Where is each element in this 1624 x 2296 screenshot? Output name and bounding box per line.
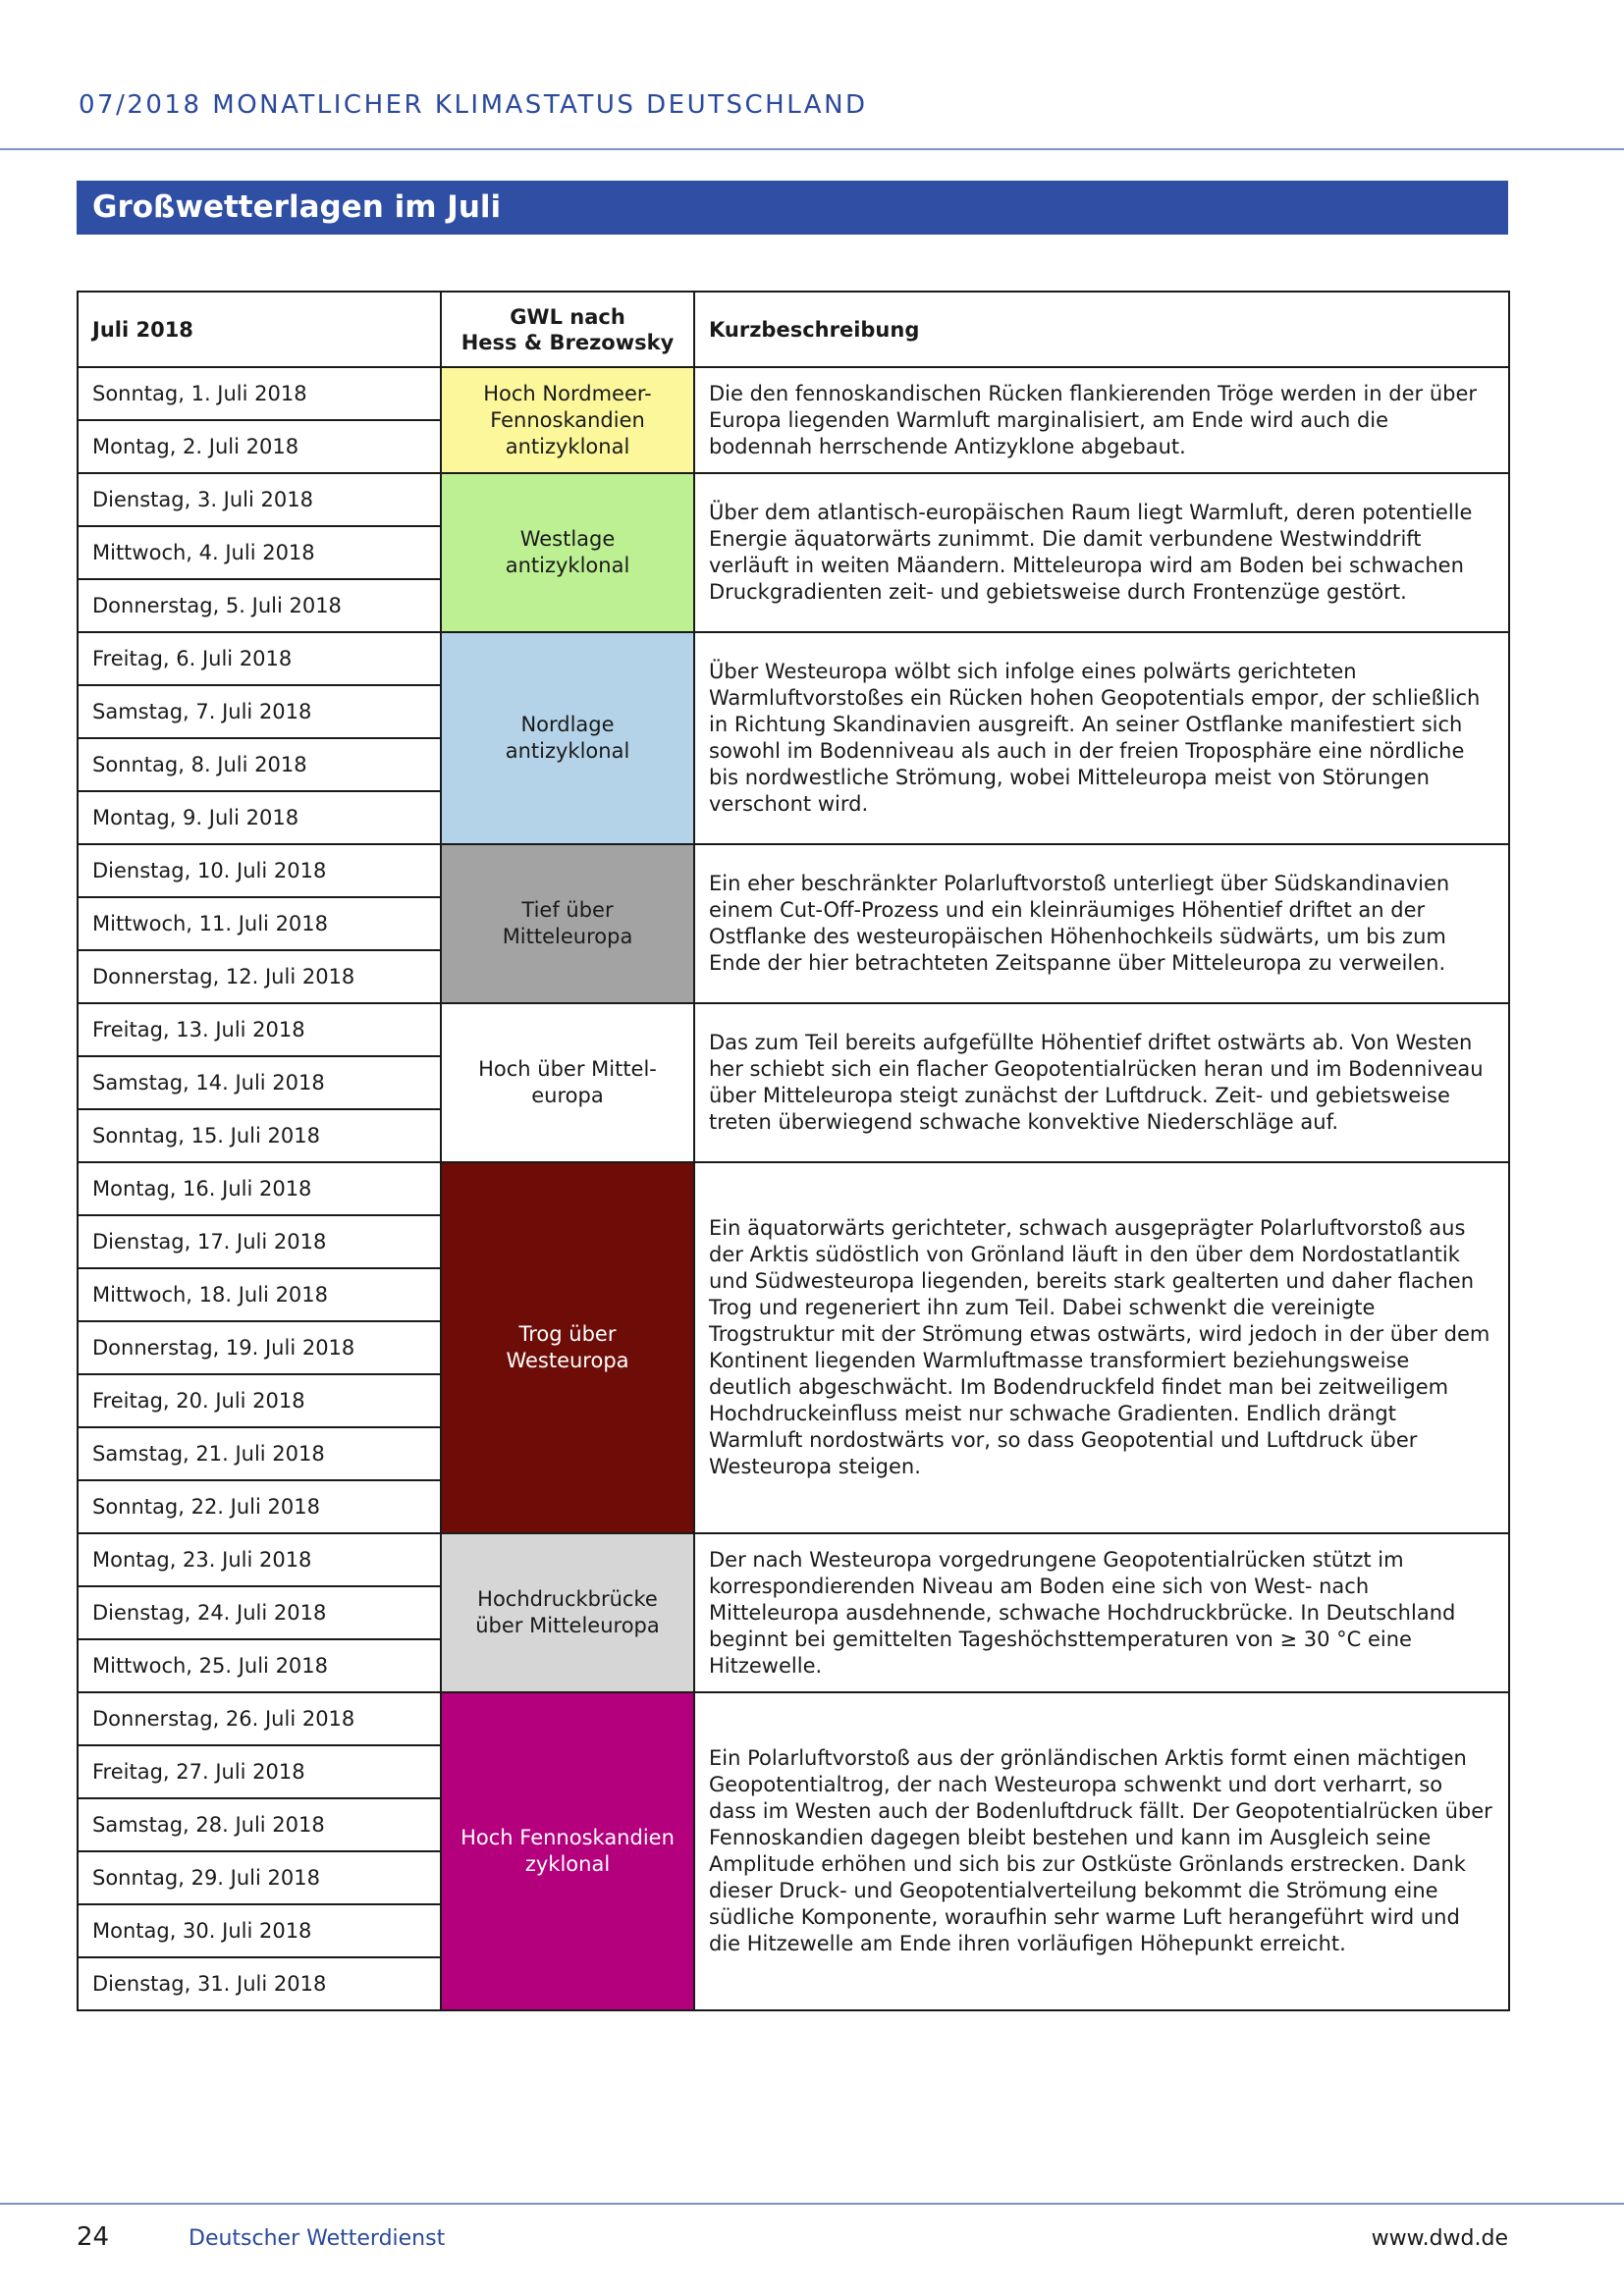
date-cell: Mittwoch, 18. Juli 2018 xyxy=(78,1268,441,1321)
date-cell: Dienstag, 3. Juli 2018 xyxy=(78,473,441,526)
description-cell: Über Westeuropa wölbt sich infolge eines polwärts gerichteten Warmluftvorstoßes ein Rücken hohen Geopotentials empor, der schließlich in Richtung Skandinavien ausgreift. An seiner Ostflanke manifestiert sich sowohl im Bodenniveau als auch in der freien Troposphäre eine nördliche bis nordwestliche Strömung, wobei Mitteleuropa meist von Störungen verschont wird. xyxy=(694,632,1509,844)
gwl-type-label: Nordlage antizyklonal xyxy=(505,713,630,763)
gwl-table xyxy=(77,291,1510,2011)
date-cell: Sonntag, 29. Juli 2018 xyxy=(78,1851,441,1904)
table-row xyxy=(78,1003,1509,1056)
description-cell: Über dem atlantisch-europäischen Raum liegt Warmluft, deren potentielle Energie äquatorwärts zunimmt. Die damit verbundene Westwinddrift verläuft in weiten Mäandern. Mitteleuropa wird am Boden bei schwachen Druckgradienten zeit- und gebietsweise durch Frontenzüge gestört. xyxy=(694,473,1509,632)
date-cell: Samstag, 7. Juli 2018 xyxy=(78,685,441,738)
table-row xyxy=(78,473,1509,526)
date-cell: Sonntag, 15. Juli 2018 xyxy=(78,1109,441,1162)
description-cell: Ein eher beschränkter Polarluftvorstoß unterliegt über Südskandinavien einem Cut-Off-Prozess und ein kleinräumiges Höhentief driftet an der Ostflanke des westeuropäischen Höhenhochkeils südwärts, um bis zum Ende der hier betrachteten Zeitspanne über Mitteleuropa zu verweilen. xyxy=(694,844,1509,1003)
table-row xyxy=(78,1692,1509,1745)
date-cell: Freitag, 27. Juli 2018 xyxy=(78,1745,441,1798)
gwl-type-cell xyxy=(441,473,694,632)
column-header-date: Juli 2018 xyxy=(78,292,441,367)
description-cell: Ein äquatorwärts gerichteter, schwach ausgeprägter Polarluftvorstoß aus der Arktis südöstlich von Grönland läuft in den über dem Nordostatlantik und Südwesteuropa liegenden, bereits stark gealterten und daher flachen Trog und regeneriert ihn zum Teil. Dabei schwenkt die vereinigte Trogstruktur mit der Strömung etwas ostwärts, wird jedoch in der über dem Kontinent liegenden Warmluftmasse transformiert beziehungsweise deutlich abgeschwächt. Im Bodendruckfeld findet man bei zeitweiligem Hochdruckeinfluss meist nur schwache Gradienten. Endlich drängt Warmluft nordostwärts vor, so dass Geopotential und Luftdruck über Westeuropa steigen. xyxy=(694,1162,1509,1533)
date-cell: Sonntag, 1. Juli 2018 xyxy=(78,367,441,420)
gwl-type-cell xyxy=(441,1692,694,2010)
running-title: 07/2018 MONATLICHER KLIMASTATUS DEUTSCHLAND xyxy=(79,90,868,120)
description-cell: Ein Polarluftvorstoß aus der grönländischen Arktis formt einen mächtigen Geopotentialtrog, der nach Westeuropa schwenkt und dort verharrt, so dass im Westen auch der Bodenluftdruck fällt. Der Geopotentialrücken über Fennoskandien dagegen bleibt bestehen und kann im Ausgleich seine Amplitude erhöhen und sich bis zur Ostküste Grönlands erstrecken. Dank dieser Druck- und Geopotentialverteilung bekommt die Strömung eine südliche Komponente, woraufhin sehr warme Luft herangeführt wird und die Hitzewelle am Ende ihren vorläufigen Höhepunkt erreicht. xyxy=(694,1692,1509,2010)
date-cell: Montag, 23. Juli 2018 xyxy=(78,1533,441,1586)
gwl-type-label: Tief über Mitteleuropa xyxy=(502,898,633,948)
date-cell: Montag, 16. Juli 2018 xyxy=(78,1162,441,1215)
description-cell: Der nach Westeuropa vorgedrungene Geopotentialrücken stützt im korrespondierenden Niveau am Boden eine sich von West- nach Mitteleuropa ausdehnende, schwache Hochdruckbrücke. In Deutschland beginnt bei gemittelten Tageshöchsttemperaturen von ≥ 30 °C eine Hitzewelle. xyxy=(694,1533,1509,1692)
date-cell: Donnerstag, 5. Juli 2018 xyxy=(78,579,441,632)
date-cell: Donnerstag, 12. Juli 2018 xyxy=(78,950,441,1003)
gwl-type-cell xyxy=(441,844,694,1003)
date-cell: Mittwoch, 11. Juli 2018 xyxy=(78,897,441,950)
date-cell: Freitag, 6. Juli 2018 xyxy=(78,632,441,685)
date-cell: Freitag, 13. Juli 2018 xyxy=(78,1003,441,1056)
date-cell: Sonntag, 8. Juli 2018 xyxy=(78,738,441,791)
gwl-type-label: Hoch über Mittel- europa xyxy=(478,1057,657,1107)
footer-divider xyxy=(0,2203,1624,2205)
date-cell: Dienstag, 24. Juli 2018 xyxy=(78,1586,441,1639)
column-header-gwl xyxy=(441,292,694,367)
gwl-type-label: Hoch Fennoskandien zyklonal xyxy=(460,1826,675,1876)
column-header-description: Kurzbeschreibung xyxy=(694,292,1509,367)
gwl-type-label: Trog über Westeuropa xyxy=(506,1322,629,1372)
table-row xyxy=(78,1162,1509,1215)
header-divider xyxy=(0,148,1624,150)
date-cell: Samstag, 21. Juli 2018 xyxy=(78,1427,441,1480)
gwl-type-cell xyxy=(441,632,694,844)
gwl-type-cell xyxy=(441,1533,694,1692)
description-cell: Das zum Teil bereits aufgefüllte Höhentief driftet ostwärts ab. Von Westen her schiebt sich ein flacher Geopotentialrücken heran und im Bodenniveau über Mitteleuropa steigt zunächst der Luftdruck. Zeit- und gebietsweise treten überwiegend schwache konvektive Niederschläge auf. xyxy=(694,1003,1509,1162)
date-cell: Sonntag, 22. Juli 2018 xyxy=(78,1480,441,1533)
date-cell: Donnerstag, 26. Juli 2018 xyxy=(78,1692,441,1745)
table-body xyxy=(78,367,1509,2010)
gwl-type-label: Hoch Nordmeer- Fennoskandien antizyklonal xyxy=(483,381,652,458)
publisher-name: Deutscher Wetterdienst xyxy=(189,2226,446,2251)
date-cell: Samstag, 28. Juli 2018 xyxy=(78,1798,441,1851)
gwl-type-cell xyxy=(441,1003,694,1162)
website-link[interactable]: www.dwd.de xyxy=(1371,2226,1508,2251)
date-cell: Mittwoch, 25. Juli 2018 xyxy=(78,1639,441,1692)
gwl-type-cell xyxy=(441,1162,694,1533)
date-cell: Montag, 30. Juli 2018 xyxy=(78,1904,441,1957)
date-cell: Dienstag, 10. Juli 2018 xyxy=(78,844,441,897)
date-cell: Freitag, 20. Juli 2018 xyxy=(78,1374,441,1427)
section-title: Großwetterlagen im Juli xyxy=(77,181,1508,235)
table-row xyxy=(78,367,1509,420)
date-cell: Dienstag, 31. Juli 2018 xyxy=(78,1957,441,2010)
gwl-type-label: Westlage antizyklonal xyxy=(505,527,630,577)
column-header-gwl-text: GWL nach Hess & Brezowsky xyxy=(460,304,675,354)
date-cell: Samstag, 14. Juli 2018 xyxy=(78,1056,441,1109)
date-cell: Mittwoch, 4. Juli 2018 xyxy=(78,526,441,579)
description-cell: Die den fennoskandischen Rücken flankierenden Tröge werden in der über Europa liegenden Warmluft marginalisiert, am Ende wird auch die bodennah herrschende Antizyklone abgebaut. xyxy=(694,367,1509,473)
table-row xyxy=(78,844,1509,897)
date-cell: Montag, 9. Juli 2018 xyxy=(78,791,441,844)
page-number: 24 xyxy=(77,2222,110,2252)
table-row xyxy=(78,1533,1509,1586)
table-header-row xyxy=(78,292,1509,367)
date-cell: Dienstag, 17. Juli 2018 xyxy=(78,1215,441,1268)
date-cell: Donnerstag, 19. Juli 2018 xyxy=(78,1321,441,1374)
date-cell: Montag, 2. Juli 2018 xyxy=(78,420,441,473)
gwl-type-cell xyxy=(441,367,694,473)
gwl-type-label: Hochdruckbrücke über Mitteleuropa xyxy=(475,1587,660,1637)
table-row xyxy=(78,632,1509,685)
